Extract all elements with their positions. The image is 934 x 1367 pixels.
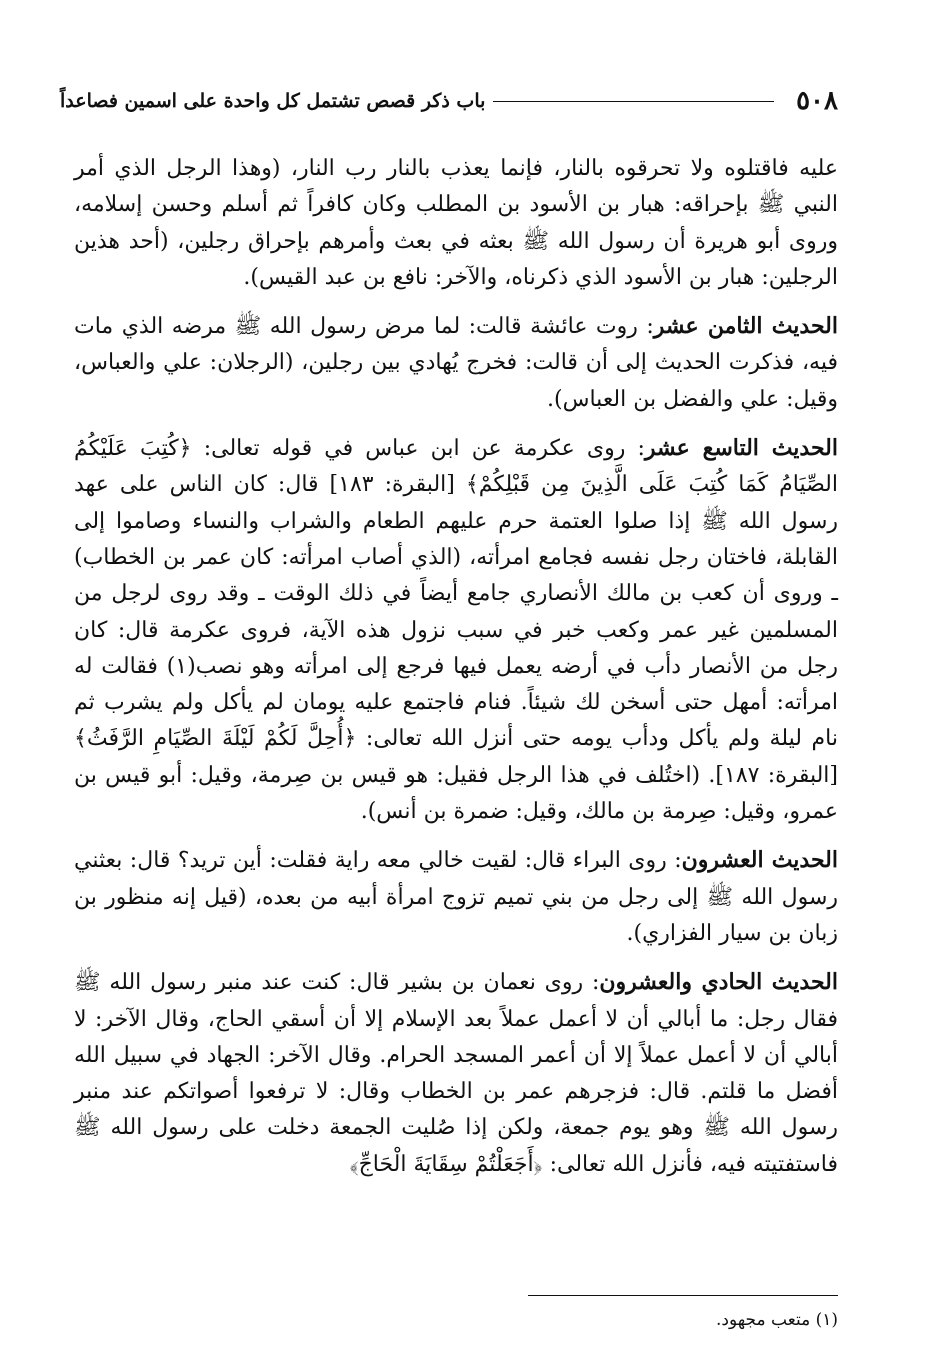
- header-rule: [493, 101, 774, 102]
- page-number: ٥٠٨: [796, 86, 838, 116]
- page-body: [74, 150, 838, 1195]
- paragraph-text: : روت عائشة قالت: لما مرض رسول الله ﷺ مرضه الذي مات فيه، فذكرت الحديث إلى أن قالت: فخرج يُهادي بين رجلين، (الرجلان: علي والعباس، وقيل: علي والفضل بن العباس).: [74, 314, 838, 412]
- paragraph-4: [74, 842, 838, 952]
- hadith-heading: الحديث الحادي والعشرون: [599, 969, 838, 996]
- footnote: (١) متعب مجهود.: [715, 1310, 838, 1330]
- paragraph-2: [74, 308, 838, 418]
- footnote-rule: [528, 1295, 838, 1296]
- running-header: [60, 84, 838, 118]
- chapter-title: باب ذكر قصص تشتمل كل واحدة على اسمين فصاعداً: [60, 90, 486, 112]
- hadith-heading: الحديث الثامن عشر: [653, 313, 838, 340]
- paragraph-1: [74, 150, 838, 296]
- paragraph-5: [74, 964, 838, 1183]
- paragraph-text: : روى عكرمة عن ابن عباس في قوله تعالى: ﴿كُتِبَ عَلَيْكُمُ الصِّيَامُ كَمَا كُتِبَ عَلَى الَّذِينَ مِن قَبْلِكُمْ﴾ [البقرة: ١٨٣] قال: كان الناس على عهد رسول الله ﷺ إذا صلوا العتمة حرم عليهم الطعام والشراب والنساء وصاموا إلى القابلة، فاختان رجل نفسه فجامع امرأته، (الذي أصاب امرأته: كان عمر بن الخطاب) ـ وروى أن كعب بن مالك الأنصاري جامع أيضاً في ذلك الوقت ـ وقد روى لرجل من المسلمين غير عمر وكعب خبر في سبب نزول هذه الآية، فروى عكرمة قال: كان رجل من الأنصار دأب في أرضه يعمل فيها فرجع إلى امرأته وهو نصب(١) فقالت له امرأته: أمهل حتى أسخن لك شيئاً. فنام فاجتمع عليه يومان لم يأكل ولم يشرب ثم نام ليلة ولم يأكل ودأب يومه حتى أنزل الله تعالى: ﴿أُحِلَّ لَكُمْ لَيْلَةَ الصِّيَامِ الرَّفَثُ﴾ [البقرة: ١٨٧]. (اختُلف في هذا الرجل فقيل: هو قيس بن صِرمة، وقيل: أبو قيس بن عمرو، وقيل: صِرمة بن مالك، وقيل: ضمرة بن أنس).: [74, 436, 838, 825]
- paragraph-text: : روى نعمان بن بشير قال: كنت عند منبر رسول الله ﷺ فقال رجل: ما أبالي أن لا أعمل عملاً بعد الإسلام إلا أن أسقي الحاج، وقال الآخر: لا أبالي أن لا أعمل عملاً إلا أن أعمر المسجد الحرام. وقال الآخر: الجهاد في سبيل الله أفضل ما قلتم. قال: فزجرهم عمر بن الخطاب وقال: لا ترفعوا أصواتكم عند منبر رسول الله ﷺ وهو يوم جمعة، ولكن إذا صُليت الجمعة دخلت على رسول الله ﷺ فاستفتيته فيه، فأنزل الله تعالى: ﴿أَجَعَلْتُمْ سِقَايَةَ الْحَاجِّ﴾: [74, 970, 838, 1177]
- paragraph-text: : روى البراء قال: لقيت خالي معه راية فقلت: أين تريد؟ قال: بعثني رسول الله ﷺ إلى رجل من بني تميم تزوج امرأة أبيه من بعده، (قيل إنه منظور بن زبان بن سيار الفزاري).: [74, 848, 838, 946]
- paragraph-3: [74, 430, 838, 830]
- hadith-heading: الحديث التاسع عشر: [644, 435, 838, 462]
- hadith-heading: الحديث العشرون: [681, 847, 838, 874]
- paragraph-text: عليه فاقتلوه ولا تحرقوه بالنار، فإنما يعذب بالنار رب النار، (وهذا الرجل الذي أمر النبي ﷺ بإحراقه: هبار بن الأسود بن المطلب وكان كافراً ثم أسلم وحسن إسلامه، وروى أبو هريرة أن رسول الله ﷺ بعثه في بعث وأمرهم بإحراق رجلين، (أحد هذين الرجلين: هبار بن الأسود الذي ذكرناه، والآخر: نافع بن عبد القيس).: [74, 156, 838, 290]
